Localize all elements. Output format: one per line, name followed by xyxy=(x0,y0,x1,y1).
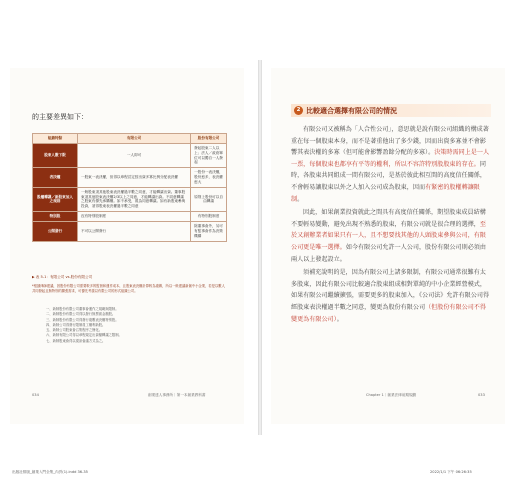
table-row xyxy=(33,187,227,211)
comparison-table xyxy=(32,133,227,242)
paragraph xyxy=(291,124,491,205)
caption-text: 表 5-1：有限公司 vs.股份有限公司 xyxy=(35,275,93,279)
list-item: 二、新制股份有限公司得以發行無票面金額股。 xyxy=(46,312,116,317)
table-cell: 沒有特別股制度 xyxy=(78,212,191,222)
list-item: 三、新制股份有限公司得發行複數表決權特別股。 xyxy=(46,317,119,322)
print-slug-right: 2022/1/1 下午 06:26:35 xyxy=(430,470,472,474)
list-item: 一、新制股份有限公司董事會運作之規範與限制。 xyxy=(46,307,119,311)
table-row xyxy=(33,168,227,188)
table-cell: 有特別股制度 xyxy=(191,212,227,222)
table-row xyxy=(33,221,227,241)
table-cell: 一股東一表決權，但得以章程訂定按出資多寡比例分配表決權 xyxy=(78,168,191,188)
caption-marker-icon: ▶ xyxy=(32,275,35,279)
right-footer-chapter: Chapter 1｜創業法律前期規劃 xyxy=(366,393,417,397)
paragraph-text: 有限公司又被稱為「人合性公司」，意思就是說有限公司組織的構成著重在每一個股東本身，而不是著重他出了多少錢，因而出資多寡並不會影響其表決權的多寡（但可能會影響盈餘分配的多寡）。 xyxy=(291,126,489,157)
table-row xyxy=(33,212,227,222)
print-slug-left: 出版社排版_創業入門全集_內頁(1).indd 36-35 xyxy=(12,470,88,474)
paragraph-text: 因此，如果創業投資就此之間具有高度信任關係，期望股東成員結構不要輕易變動，避免出現不熟悉的股東，有限公司就是很合理的選擇， xyxy=(291,209,486,228)
table-cell: 一股份一表決權，股份愈多，表決權愈大 xyxy=(191,168,227,188)
list-item: 五、新制公司股東會召集程序之簡化。 xyxy=(46,328,103,333)
section-number-badge: 2 xyxy=(294,106,303,115)
table-header: 有限公司 xyxy=(78,134,191,144)
table-caption xyxy=(32,275,92,280)
right-page-number: 033 xyxy=(478,393,485,397)
highlight-text: （但股份有限公司不得變更為有限公司） xyxy=(291,303,486,323)
table-cell: 一人即可 xyxy=(78,143,191,167)
paragraph xyxy=(291,207,491,265)
paragraph-text: 。 xyxy=(336,315,343,323)
row-label: 公開發行 xyxy=(33,221,78,241)
table-cell: 原則上股份可以自由轉讓 xyxy=(191,187,227,211)
highlight-text: 至於又創辦業者如果只有一人，且不想要找其他的人頭股東參與公司，有限公司更是唯一選擇。 xyxy=(291,220,486,251)
table-cell: 不可以公開發行 xyxy=(78,221,191,241)
list-item: 六、新制有限公司得以章程規定出資額轉讓之限制。 xyxy=(46,333,122,338)
section-heading xyxy=(291,104,491,117)
row-label: 股東人數下限 xyxy=(33,143,78,167)
list-item: 七、新制股東會得以視訊會議方式為之。 xyxy=(46,338,106,343)
left-page-number: 034 xyxy=(32,393,39,397)
list-item: 四、新制公司得發行限制員工權利新股。 xyxy=(46,322,106,327)
paragraph-text: 須補充說明的是，因為有限公司上諸多限制，有限公司通常很難有太多股東，因此有限公司比較適合股東組成相對單純的中小企業經營模式，如果有限公司繼續擴張，需要更多的股東加入，《公司法》允許有限公司得經股東表決權過半數之同意，變更為股份有限公司 xyxy=(291,269,490,311)
left-footer-title: 創業達人事務所｜第一本創業教科書 xyxy=(148,393,206,397)
table-header: 組織特點 xyxy=(33,134,78,144)
body-text xyxy=(291,124,491,327)
table-cell: 一般股東須其他股東表決權過半數之同意，才能轉讓出資。董事股東須其他股東表決權2/3以上之同意，才能轉讓出資。不同意轉讓之股東有優先承購權。如不承受，視為同意轉讓。如有新股東參與投資，須得股東表決權過半數之同意 xyxy=(78,187,191,211)
table-cell: 除董事會外，另可有監事會作為決策機構 xyxy=(191,221,227,241)
intro-text: 的主要差異如下： xyxy=(32,113,88,121)
table-cell: 發起股東二人以上；法人／政府單位可以獨自一人發起 xyxy=(191,143,227,167)
book-gutter xyxy=(258,60,262,435)
enumerated-list xyxy=(32,307,222,344)
row-label: 股權轉讓／新股東加入之規則 xyxy=(33,187,78,211)
paragraph-text: 同時，各股東共同組成一間有限公司，是基於彼此相互間的高度信任關係，不會輕易讓股東以外之人加入公司成為股東，因而 xyxy=(291,160,486,191)
section-title: 比較適合選擇有限公司的情況 xyxy=(306,107,397,115)
row-label: 表決權 xyxy=(33,168,78,188)
paragraph-text: 。 xyxy=(297,195,304,203)
table-row xyxy=(33,143,227,167)
table-header: 股份有限公司 xyxy=(191,134,227,144)
paragraph-text: 如今有限公司允許一人公司，股份有限公司則必須由兩人以上發起設立。 xyxy=(291,243,486,263)
table-header-row xyxy=(33,134,227,144)
highlight-text: 有緊密的股權轉讓限制 xyxy=(291,183,480,203)
highlight-text: 決策時需同上是一人一票，每個股東也都享有平等的權利，所以不容許特別股股東的存在。 xyxy=(291,149,490,168)
note-text: *根據律師建議，因股份有限公司需要較多的監督和運作成本，且股東表決權計算較為複雜，所以一般建議新創中小企業，若是以數人共同發起且無特別的擴張需求，可優先考慮以有限公司的形式組織公司。 xyxy=(32,284,225,293)
row-label: 特別股 xyxy=(33,212,78,222)
paragraph xyxy=(291,267,491,325)
